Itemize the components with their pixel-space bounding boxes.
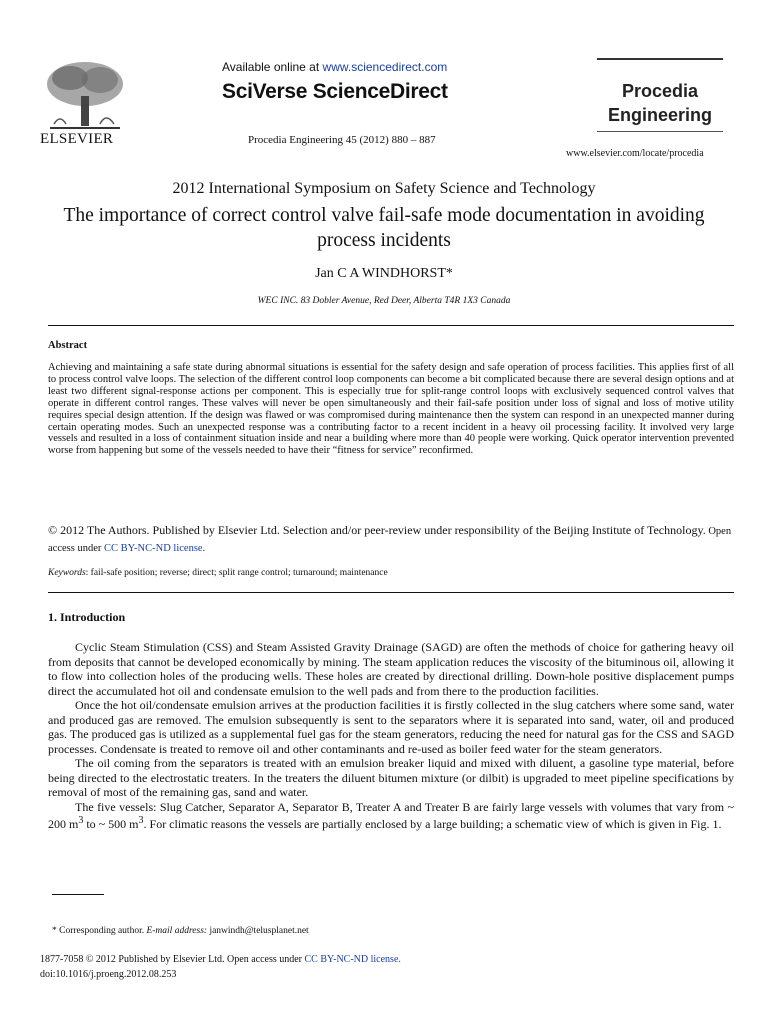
- paragraph: Once the hot oil/condensate emulsion arrives at the production facilities it is firstly collected in the slug catchers where some sand, water and produced gas are removed. The emulsion subsequently is sent to the separators where it is separated into sand, water, oil and produced gas. The produced gas is utilized as a supplemental fuel gas for the steam generators, reducing the need for natural gas for the CSS and SAGD processes. Condensate is treated to remove oil and other contaminants and re-used as boiler feed water for the steam generators.: [48, 698, 734, 756]
- paragraph: [48, 800, 734, 832]
- email-label: E-mail address:: [146, 926, 208, 936]
- paragraph: Cyclic Steam Stimulation (CSS) and Steam Assisted Gravity Drainage (SAGD) are often the methods of choice for gathering heavy oil from deposits that cannot be developed economically by mining. The steam application reduces the viscosity of the bituminous oil, allowing it to flow into collection holes of the producing wells. These holes are created by directional drilling. Down-hole positive displacement pumps direct the accumulated hot oil and condensate emulsion to the well pads and from there to the production facilities.: [48, 640, 734, 698]
- superscript: 3: [138, 815, 144, 826]
- journal-name: [597, 79, 723, 127]
- publisher-name: ELSEVIER: [40, 131, 114, 147]
- paragraph-text: to ~ 500 m: [83, 817, 139, 831]
- paragraph-text: . For climatic reasons the vessels are partially enclosed by a large building; a schematic view of which is given in Fig. 1.: [143, 817, 722, 831]
- section-body: [48, 640, 734, 832]
- journal-name-line1: Procedia: [621, 81, 699, 101]
- journal-url-link[interactable]: www.elsevier.com/locate/procedia: [566, 148, 704, 159]
- available-online-line: [222, 60, 447, 74]
- author-affiliation: WEC INC. 83 Dobler Avenue, Red Deer, Alberta T4R 1X3 Canada: [257, 296, 511, 306]
- journal-box-rule: [597, 131, 723, 132]
- abstract-heading: Abstract: [48, 340, 88, 351]
- license-link[interactable]: CC BY-NC-ND license.: [103, 542, 206, 554]
- keywords-label: Keywords: [48, 568, 86, 578]
- corresponding-author-footnote: [52, 926, 309, 936]
- superscript: 3: [78, 815, 84, 826]
- paragraph: The oil coming from the separators is treated with an emulsion breaker liquid and mixed with diluent, a gasoline type material, before being directed to the electrostatic treaters. In the treaters the diluent bitumen mixture (or dilbit) is upgraded to meet pipeline specifications by removal of most of the remaining gas, sand and water.: [48, 756, 734, 799]
- symposium-name: 2012 International Symposium on Safety Science and Technology: [172, 180, 596, 197]
- sciencedirect-link[interactable]: www.sciencedirect.com: [322, 60, 448, 74]
- paragraph-text: The five vessels: Slug Catcher, Separator A, Separator B, Treater A and Treater B are fairly large vessels with volumes that vary from ~ 200 m: [48, 799, 734, 831]
- footer-copyright: [40, 954, 401, 965]
- doi[interactable]: doi:10.1016/j.proeng.2012.08.253: [40, 969, 177, 980]
- copyright-text: © 2012 The Authors. Published by Elsevier Ltd. Selection and/or peer-review under responsibility of the Beijing Institute of Technology.: [48, 523, 706, 537]
- open-access-prefix: Open access under: [48, 526, 732, 554]
- footnote-prefix: * Corresponding author.: [52, 926, 147, 936]
- footer-open-access-prefix: Open access under: [224, 954, 305, 965]
- footer-license-link[interactable]: CC BY-NC-ND license.: [304, 954, 401, 965]
- platform-name: SciVerse ScienceDirect: [222, 80, 448, 103]
- divider: [48, 592, 734, 593]
- section-heading: 1. Introduction: [48, 610, 126, 624]
- journal-reference: Procedia Engineering 45 (2012) 880 – 887: [248, 134, 436, 146]
- footer-copyright-text: 1877-7058 © 2012 Published by Elsevier Ltd.: [40, 954, 225, 965]
- email-address[interactable]: janwindh@telusplanet.net: [207, 926, 309, 936]
- author-name: Jan C A WINDHORST*: [315, 266, 453, 281]
- copyright-notice: [48, 523, 734, 556]
- keywords-line: [48, 568, 734, 578]
- keywords-list: : fail-safe position; reverse; direct; split range control; turnaround; maintenance: [85, 568, 388, 578]
- journal-name-line2: Engineering: [607, 105, 712, 125]
- abstract-text: Achieving and maintaining a safe state during abnormal situations is essential for the safety design and safe operation of process facilities. This applies first of all to process control valve loops. The selection of the different control loop components can become a bit complicated because there are several design options and at least two different signal-response actions per component. This is especially true for split-range control loops with exclusively sequenced control valves that operate in different control ranges. These valves will never be open simultaneously and their fail-safe position under loss of signal and loss of motive utility requires special design attention. If the design was flawed or was compromised during maintenance then the system can respond in an unexpected manner during certain operating modes. Such an unexpected response was a contributing factor to a recent incident in a heavy oil processing facility. It involved very large vessels and resulted in a loss of containment situation inside and near a building where more than 40 people were working. Quick operator intervention prevented worse from happening but some of the vessels needed to have their “fitness for service” reconfirmed.: [48, 362, 734, 457]
- footnote-divider: [52, 894, 104, 895]
- paper-title: The importance of correct control valve fail-safe mode documentation in avoiding process incidents: [63, 205, 705, 251]
- available-prefix: Available online at: [222, 60, 323, 74]
- divider: [48, 325, 734, 326]
